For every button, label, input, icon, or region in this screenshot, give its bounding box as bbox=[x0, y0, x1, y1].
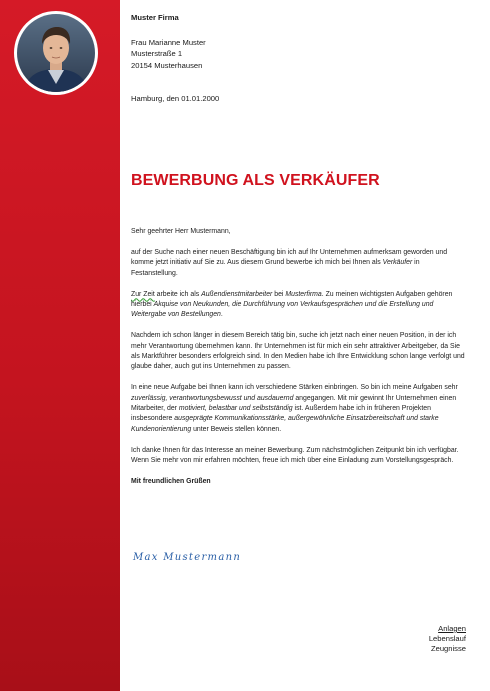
spellcheck-marked-text: Zur Zeit bbox=[131, 290, 155, 298]
letter-body bbox=[131, 227, 465, 498]
profile-portrait-image bbox=[17, 14, 95, 92]
paragraph-motivation: Nachdem ich schon länger in diesem Bereich tätig bin, suche ich jetzt nach einer neuen Position, in der ich mehr Verantwortung übernehmen kann. Ihr Unternehmen ist für mich ein sehr attraktiver Arbeitgeber, da Sie als Marktführer besonders erfolgreich sind. In den Medien habe ich Ihre Entwicklung schon lange verfolgt und glaube daher, auch gut ins Unternehmen zu passen. bbox=[131, 332, 465, 371]
salutation: Sehr geehrter Herr Mustermann, bbox=[131, 228, 231, 235]
text-run: arbeite ich als bbox=[154, 290, 202, 298]
recipient-address bbox=[131, 37, 206, 71]
italic-text-run: Musterfirma bbox=[285, 290, 322, 298]
handwritten-signature: Max Mustermann bbox=[133, 552, 242, 563]
attachments-title: Anlagen bbox=[438, 624, 466, 633]
recipient-street: Musterstraße 1 bbox=[131, 49, 183, 59]
paragraph-closing-remarks: Ich danke Ihnen für das Interesse an meiner Bewerbung. Zum nächstmöglichen Zeitpunkt bin ich verfügbar. Wenn Sie mehr von mir erfahren möchten, freue ich mich über eine Einladung zum Vorstellungsgespräch. bbox=[131, 446, 459, 465]
italic-text-run: motiviert, belastbar und selbstständig bbox=[178, 405, 293, 413]
place-and-date: Hamburg, den 01.01.2000 bbox=[131, 94, 220, 103]
italic-text-run: Verkäufer bbox=[382, 259, 413, 267]
paragraph-current-job bbox=[131, 290, 465, 321]
attachments-list bbox=[400, 624, 466, 655]
italic-text-run: Außendienstmitarbeiter bbox=[201, 290, 273, 298]
text-run: auf der Suche nach einer neuen Beschäftigung bin ich auf Ihr Unternehmen aufmerksam geworden und komme jetzt initiativ auf Sie zu. Aus diesem Grund bewerbe ich mich bei Ihnen als bbox=[131, 248, 448, 267]
sender-company: Muster Firma bbox=[131, 13, 179, 22]
text-run: bei bbox=[272, 290, 286, 298]
profile-photo bbox=[14, 11, 98, 95]
recipient-city: 20154 Musterhausen bbox=[131, 60, 203, 70]
letter-headline: BEWERBUNG ALS VERKÄUFER bbox=[131, 172, 380, 189]
italic-text-run: zuverlässig, verantwortungsbewusst und ausdauernd bbox=[131, 394, 294, 402]
text-run: In eine neue Aufgabe bei Ihnen kann ich verschiedene Stärken einbringen. So bin ich meine Aufgaben sehr bbox=[131, 384, 458, 392]
text-run: in Festanstellung. bbox=[131, 259, 420, 277]
paragraph-intro bbox=[131, 248, 465, 279]
attachment-item: Zeugnisse bbox=[430, 644, 466, 654]
text-run: unter Beweis stellen können. bbox=[191, 425, 282, 433]
italic-text-run: Akquise von Neukunden, die Durchführung von Verkaufsgesprächen und die Erstellung und Weitergabe von Bestellungen bbox=[131, 301, 434, 319]
paragraph-strengths bbox=[131, 383, 465, 435]
text-run: ist. Außerdem habe ich in früheren Projekten insbesondere bbox=[131, 405, 431, 423]
text-run: . bbox=[220, 311, 223, 319]
red-sidebar bbox=[0, 0, 120, 691]
italic-text-run: ausgeprägte Kommunikationsstärke, außergewöhnliche Einsatzbereitschaft und starke Kundenorientierung bbox=[131, 415, 439, 433]
closing-phrase: Mit freundlichen Grüßen bbox=[131, 477, 211, 485]
recipient-name: Frau Marianne Muster bbox=[131, 38, 206, 47]
attachment-item: Lebenslauf bbox=[428, 634, 466, 644]
text-run: . Zu meinen wichtigsten Aufgaben gehören hierbei bbox=[131, 290, 453, 309]
text-run: angegangen. Mit mir gewinnt Ihr Unternehmen einen Mitarbeiter, der bbox=[131, 394, 457, 413]
